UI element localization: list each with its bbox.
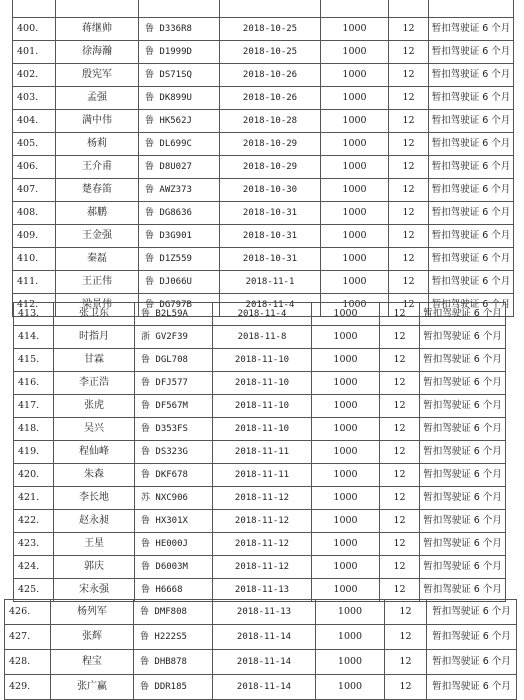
cell-penalty: 暂扣驾驶证 6 个月: [420, 372, 506, 395]
cell-plate: 鲁 D1999D: [139, 41, 220, 64]
cell-points: 12: [389, 179, 429, 202]
cell-fine: 1000: [312, 372, 380, 395]
violations-table-2: [13, 302, 506, 602]
table-row: [13, 179, 514, 202]
cell-fine: 1000: [312, 349, 380, 372]
cell-fine: 1000: [312, 441, 380, 464]
cell-plate: 鲁 DS71SQ: [139, 64, 220, 87]
cell-no: 428.: [5, 650, 51, 675]
cell-date: 2018-10-25: [220, 41, 321, 64]
cell-fine: 1000: [312, 579, 380, 602]
cell-points: 12: [380, 418, 420, 441]
cell-points: 12: [380, 464, 420, 487]
cell-fine: 1000: [312, 303, 380, 326]
cell-fine: 1000: [321, 294, 389, 317]
cell-plate: 鲁 D6003M: [135, 556, 213, 579]
cell-points: 12: [380, 487, 420, 510]
cell-fine: 1000: [312, 464, 380, 487]
table-row: [13, 271, 514, 294]
cell-no: 416.: [14, 372, 54, 395]
cell-no: 409.: [13, 225, 56, 248]
table-segment-1: [0, 0, 524, 317]
cell-no: 401.: [13, 41, 56, 64]
cell-plate: 鲁 AWZ373: [139, 179, 220, 202]
cell-penalty: 暂扣驾驶证 6 个月: [420, 349, 506, 372]
cell-date: 2018-10-28: [220, 110, 321, 133]
cell-fine: 1000: [321, 248, 389, 271]
table-row: [13, 110, 514, 133]
cell-no: 402.: [13, 64, 56, 87]
cell-penalty: 暂扣驾驶证 6 个月: [429, 294, 514, 317]
table-row: [14, 556, 506, 579]
cell-penalty: 暂扣驾驶证 6 个月: [427, 675, 517, 700]
table-row: [13, 41, 514, 64]
table-segment-2: [0, 302, 524, 602]
cell-fine: 1000: [312, 510, 380, 533]
cell-no: 422.: [14, 510, 54, 533]
cell-date: 2018-11-10: [213, 418, 312, 441]
cell-date: 2018-10-30: [220, 179, 321, 202]
cell-date: 2018-11-1: [220, 271, 321, 294]
cell-points: 12: [380, 303, 420, 326]
table-row: [14, 487, 506, 510]
cell-points: 12: [389, 294, 429, 317]
cell-fine: 1000: [312, 418, 380, 441]
cell-fine: 1000: [321, 225, 389, 248]
cell-plate: 鲁 HE000J: [135, 533, 213, 556]
cell-name: 程仙峰: [54, 441, 135, 464]
cell-name: 楚春笛: [56, 179, 139, 202]
cell-date: 2018-11-12: [213, 510, 312, 533]
cell-date: 2018-11-11: [213, 464, 312, 487]
cell-plate: 鲁 DMF808: [134, 600, 213, 625]
table-row: [14, 464, 506, 487]
cell-points: 12: [380, 533, 420, 556]
cell-no: 411.: [13, 271, 56, 294]
cell-fine: 1000: [316, 600, 385, 625]
cell-name: 甘霖: [54, 349, 135, 372]
cell-points: 12: [385, 600, 427, 625]
cell-name: 杨莉: [56, 133, 139, 156]
cell-name: 赵永昶: [54, 510, 135, 533]
cell-date: 2018-11-8: [213, 326, 312, 349]
table-row: [13, 156, 514, 179]
cell-fine: 1000: [312, 533, 380, 556]
cell-name: 王正伟: [56, 271, 139, 294]
cell-plate: 鲁 DJ066U: [139, 271, 220, 294]
cell-no: 423.: [14, 533, 54, 556]
cell-plate: 鲁 HX301X: [135, 510, 213, 533]
cell-points: 12: [380, 395, 420, 418]
table-row: [5, 650, 517, 675]
cell-points: 12: [385, 675, 427, 700]
cell-points: 12: [380, 326, 420, 349]
cell-plate: 鲁 DS323G: [135, 441, 213, 464]
cell-plate: [139, 0, 220, 18]
table-row: [13, 18, 514, 41]
cell-fine: 1000: [321, 87, 389, 110]
cell-points: 12: [385, 650, 427, 675]
cell-name: 王金强: [56, 225, 139, 248]
cell-penalty: 暂扣驾驶证 6 个月: [429, 133, 514, 156]
cell-fine: 1000: [316, 625, 385, 650]
cell-date: 2018-10-29: [220, 156, 321, 179]
violations-table-1: [12, 0, 514, 317]
cell-penalty: 暂扣驾驶证 6 个月: [429, 110, 514, 133]
cell-points: 12: [389, 110, 429, 133]
cell-date: 2018-11-10: [213, 372, 312, 395]
cell-penalty: 暂扣驾驶证 6 个月: [427, 600, 517, 625]
cell-penalty: 暂扣驾驶证 6 个月: [429, 248, 514, 271]
cell-points: 12: [380, 556, 420, 579]
cell-date: 2018-11-11: [213, 441, 312, 464]
cell-plate: 鲁 DKF678: [135, 464, 213, 487]
cell-plate: 鲁 D353FS: [135, 418, 213, 441]
cell-plate: 鲁 B2L59A: [135, 303, 213, 326]
cell-plate: 鲁 DG8636: [139, 202, 220, 225]
cell-plate: 鲁 DK899U: [139, 87, 220, 110]
cell-name: 蒋继帅: [56, 18, 139, 41]
cell-points: [389, 0, 429, 18]
cell-plate: 鲁 DFJ577: [135, 372, 213, 395]
cell-plate: 鲁 D1Z559: [139, 248, 220, 271]
cell-name: 吴兴: [54, 418, 135, 441]
cell-date: 2018-10-31: [220, 202, 321, 225]
cell-points: 12: [389, 248, 429, 271]
cell-points: 12: [389, 41, 429, 64]
cell-fine: 1000: [321, 41, 389, 64]
cell-no: 410.: [13, 248, 56, 271]
cell-penalty: 暂扣驾驶证 6 个月: [420, 418, 506, 441]
cell-points: 12: [389, 271, 429, 294]
cell-fine: 1000: [321, 133, 389, 156]
cell-plate: 鲁 HK562J: [139, 110, 220, 133]
cell-name: 满中伟: [56, 110, 139, 133]
table-row: [13, 87, 514, 110]
cell-date: 2018-11-10: [213, 349, 312, 372]
cell-fine: 1000: [312, 556, 380, 579]
cell-no: 412.: [13, 294, 56, 317]
cell-no: 407.: [13, 179, 56, 202]
cell-plate: 鲁 DG797B: [139, 294, 220, 317]
cell-name: 张广赢: [51, 675, 134, 700]
cell-fine: [321, 0, 389, 18]
cell-plate: 浙 GV2F39: [135, 326, 213, 349]
table-row: [5, 675, 517, 700]
cell-name: 张辉: [51, 625, 134, 650]
cell-date: 2018-11-4: [213, 303, 312, 326]
cell-penalty: 暂扣驾驶证 6 个月: [420, 303, 506, 326]
cell-plate: 鲁 D336R8: [139, 18, 220, 41]
cell-fine: 1000: [321, 64, 389, 87]
cell-no: 418.: [14, 418, 54, 441]
cell-no: 429.: [5, 675, 51, 700]
cell-name: 宋永强: [54, 579, 135, 602]
cell-points: 12: [389, 18, 429, 41]
cell-points: 12: [389, 87, 429, 110]
table-row: [13, 133, 514, 156]
cell-points: 12: [380, 441, 420, 464]
cell-penalty: 暂扣驾驶证 6 个月: [429, 156, 514, 179]
cell-date: 2018-10-26: [220, 64, 321, 87]
cell-no: 414.: [14, 326, 54, 349]
cell-no: 425.: [14, 579, 54, 602]
cell-no: 405.: [13, 133, 56, 156]
cell-name: 郝鹏: [56, 202, 139, 225]
cell-fine: 1000: [321, 271, 389, 294]
cell-penalty: 暂扣驾驶证 6 个月: [429, 41, 514, 64]
table-row: [14, 418, 506, 441]
cell-date: 2018-10-29: [220, 133, 321, 156]
table-row: [13, 202, 514, 225]
cell-penalty: 暂扣驾驶证 6 个月: [429, 18, 514, 41]
cell-points: 12: [389, 202, 429, 225]
cell-no: 427.: [5, 625, 51, 650]
cell-no: 404.: [13, 110, 56, 133]
cell-fine: 1000: [312, 487, 380, 510]
cell-date: 2018-11-12: [213, 533, 312, 556]
cell-name: 杨列军: [51, 600, 134, 625]
cell-name: 王星: [54, 533, 135, 556]
table-row: [13, 225, 514, 248]
cell-penalty: 暂扣驾驶证 6 个月: [429, 225, 514, 248]
cell-no: 420.: [14, 464, 54, 487]
cell-name: 张虎: [54, 395, 135, 418]
table-row: [5, 600, 517, 625]
cell-date: 2018-10-31: [220, 248, 321, 271]
cell-no: 408.: [13, 202, 56, 225]
cell-no: 406.: [13, 156, 56, 179]
violations-table-3: [4, 599, 517, 700]
table-row: [14, 349, 506, 372]
cell-plate: 鲁 D8U027: [139, 156, 220, 179]
table-row: [14, 395, 506, 418]
cell-no: [13, 0, 56, 18]
cell-plate: 鲁 H6668: [135, 579, 213, 602]
cell-penalty: 暂扣驾驶证 6 个月: [420, 556, 506, 579]
table-row: [5, 625, 517, 650]
cell-date: 2018-11-10: [213, 395, 312, 418]
cell-fine: 1000: [321, 202, 389, 225]
cell-no: 417.: [14, 395, 54, 418]
cell-penalty: 暂扣驾驶证 6 个月: [420, 510, 506, 533]
cell-date: 2018-11-14: [213, 625, 316, 650]
table-segment-3: [0, 599, 524, 700]
cell-name: 程宝: [51, 650, 134, 675]
cell-fine: 1000: [312, 395, 380, 418]
table-row: [14, 303, 506, 326]
cell-no: 421.: [14, 487, 54, 510]
cell-name: 时指月: [54, 326, 135, 349]
cell-name: 张卫东: [54, 303, 135, 326]
table-row: [14, 372, 506, 395]
cell-plate: 鲁 DL699C: [139, 133, 220, 156]
cell-plate: 鲁 DF567M: [135, 395, 213, 418]
cell-plate: 苏 NXC906: [135, 487, 213, 510]
cell-penalty: 暂扣驾驶证 6 个月: [420, 579, 506, 602]
cell-penalty: 暂扣驾驶证 6 个月: [429, 179, 514, 202]
table-row: [14, 326, 506, 349]
cell-name: 孟强: [56, 87, 139, 110]
table-row: [13, 248, 514, 271]
cell-points: 12: [380, 510, 420, 533]
cell-name: [56, 0, 139, 18]
cell-fine: 1000: [321, 18, 389, 41]
cell-penalty: 暂扣驾驶证 6 个月: [420, 441, 506, 464]
cell-no: 403.: [13, 87, 56, 110]
cell-name: 殷宪军: [56, 64, 139, 87]
cell-fine: 1000: [321, 156, 389, 179]
cell-plate: 鲁 DHB878: [134, 650, 213, 675]
cell-date: 2018-11-12: [213, 487, 312, 510]
cell-penalty: 暂扣驾驶证 6 个月: [420, 464, 506, 487]
cell-plate: 鲁 DGL708: [135, 349, 213, 372]
table-row: [13, 0, 514, 18]
cell-date: 2018-11-13: [213, 579, 312, 602]
cell-no: 424.: [14, 556, 54, 579]
table-row: [14, 510, 506, 533]
cell-plate: 鲁 DDR185: [134, 675, 213, 700]
cell-penalty: 暂扣驾驶证 6 个月: [420, 533, 506, 556]
cell-date: 2018-11-13: [213, 600, 316, 625]
cell-date: 2018-11-12: [213, 556, 312, 579]
cell-points: 12: [380, 349, 420, 372]
cell-penalty: 暂扣驾驶证 6 个月: [429, 64, 514, 87]
cell-penalty: 暂扣驾驶证 6 个月: [429, 202, 514, 225]
cell-fine: 1000: [312, 326, 380, 349]
cell-penalty: 暂扣驾驶证 6 个月: [429, 271, 514, 294]
cell-penalty: 暂扣驾驶证 6 个月: [429, 87, 514, 110]
table-row: [14, 441, 506, 464]
table-row: [13, 64, 514, 87]
cell-name: 李正浩: [54, 372, 135, 395]
cell-fine: 1000: [316, 675, 385, 700]
cell-points: 12: [389, 64, 429, 87]
cell-date: 2018-10-26: [220, 87, 321, 110]
cell-points: 12: [380, 579, 420, 602]
cell-points: 12: [389, 225, 429, 248]
cell-penalty: 暂扣驾驶证 6 个月: [427, 650, 517, 675]
cell-date: 2018-11-14: [213, 675, 316, 700]
cell-no: 413.: [14, 303, 54, 326]
cell-points: 12: [389, 133, 429, 156]
cell-no: 400.: [13, 18, 56, 41]
cell-name: 朱森: [54, 464, 135, 487]
cell-date: 2018-10-25: [220, 18, 321, 41]
cell-date: 2018-11-14: [213, 650, 316, 675]
cell-name: 李长地: [54, 487, 135, 510]
cell-fine: 1000: [321, 110, 389, 133]
cell-points: 12: [389, 156, 429, 179]
cell-date: 2018-11-4: [220, 294, 321, 317]
cell-fine: 1000: [316, 650, 385, 675]
cell-penalty: 暂扣驾驶证 6 个月: [420, 487, 506, 510]
cell-date: [220, 0, 321, 18]
cell-fine: 1000: [321, 179, 389, 202]
cell-plate: 鲁 H222S5: [134, 625, 213, 650]
cell-name: 梁景伟: [56, 294, 139, 317]
cell-date: 2018-10-31: [220, 225, 321, 248]
cell-name: 王介甫: [56, 156, 139, 179]
cell-points: 12: [380, 372, 420, 395]
cell-no: 426.: [5, 600, 51, 625]
cell-penalty: [429, 0, 514, 18]
cell-points: 12: [385, 625, 427, 650]
cell-name: 秦磊: [56, 248, 139, 271]
cell-no: 415.: [14, 349, 54, 372]
table-row: [14, 533, 506, 556]
cell-plate: 鲁 D3G901: [139, 225, 220, 248]
cell-name: 徐海瀚: [56, 41, 139, 64]
cell-penalty: 暂扣驾驶证 6 个月: [420, 326, 506, 349]
cell-penalty: 暂扣驾驶证 6 个月: [420, 395, 506, 418]
cell-name: 郭庆: [54, 556, 135, 579]
cell-penalty: 暂扣驾驶证 6 个月: [427, 625, 517, 650]
cell-no: 419.: [14, 441, 54, 464]
